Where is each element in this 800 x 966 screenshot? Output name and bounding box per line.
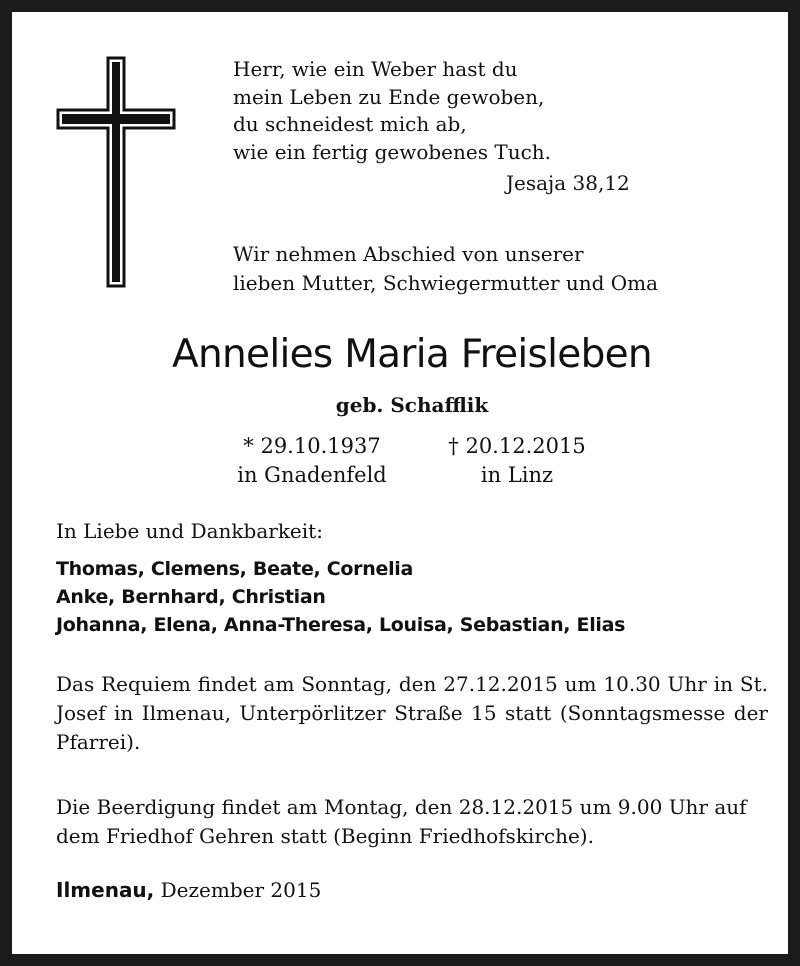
mourners-line: Johanna, Elena, Anna-Theresa, Louisa, Sebastian, Elias: [56, 614, 626, 636]
death-info: [427, 432, 607, 490]
maiden-name: geb. Schafflik: [335, 393, 489, 417]
intro-line: lieben Mutter, Schwiegermutter und Oma: [233, 271, 659, 295]
verse-line: wie ein fertig gewobenes Tuch.: [233, 139, 552, 164]
death-place: in Linz: [480, 463, 554, 487]
cross-icon: [56, 56, 176, 288]
verse-line: mein Leben zu Ende gewoben,: [233, 84, 545, 109]
deceased-name: Annelies Maria Freisleben: [172, 332, 652, 377]
place: Ilmenau,: [56, 878, 155, 902]
mourners-intro: In Liebe und Dankbarkeit:: [56, 519, 323, 543]
funeral-info: Die Beerdigung findet am Montag, den 28.12.2015 um 9.00 Uhr auf dem Friedhof Gehren statt (Beginn Friedhofskirche).: [56, 795, 747, 848]
birth-info: [207, 432, 417, 490]
mourners-list: [56, 555, 625, 639]
mourners-line: Thomas, Clemens, Beate, Cornelia: [56, 558, 414, 580]
verse-line: du schneidest mich ab,: [233, 112, 467, 136]
verse-reference: Jesaja 38,12: [506, 171, 630, 195]
death-date: † 20.12.2015: [448, 434, 586, 458]
bible-verse: [233, 56, 551, 166]
place-date: [56, 878, 321, 902]
requiem-info: Das Requiem findet am Sonntag, den 27.12.2015 um 10.30 Uhr in St. Josef in Ilmenau, Unterpörlitzer Straße 15 statt (Sonntagsmesse der Pfarrei).: [56, 672, 768, 754]
farewell-intro: [233, 240, 658, 298]
birth-date: * 29.10.1937: [243, 434, 381, 458]
verse-line: Herr, wie ein Weber hast du: [233, 57, 518, 81]
mourners-line: Anke, Bernhard, Christian: [56, 586, 326, 608]
intro-line: Wir nehmen Abschied von unserer: [233, 242, 584, 266]
date: Dezember 2015: [160, 878, 322, 902]
birth-place: in Gnadenfeld: [237, 463, 387, 487]
